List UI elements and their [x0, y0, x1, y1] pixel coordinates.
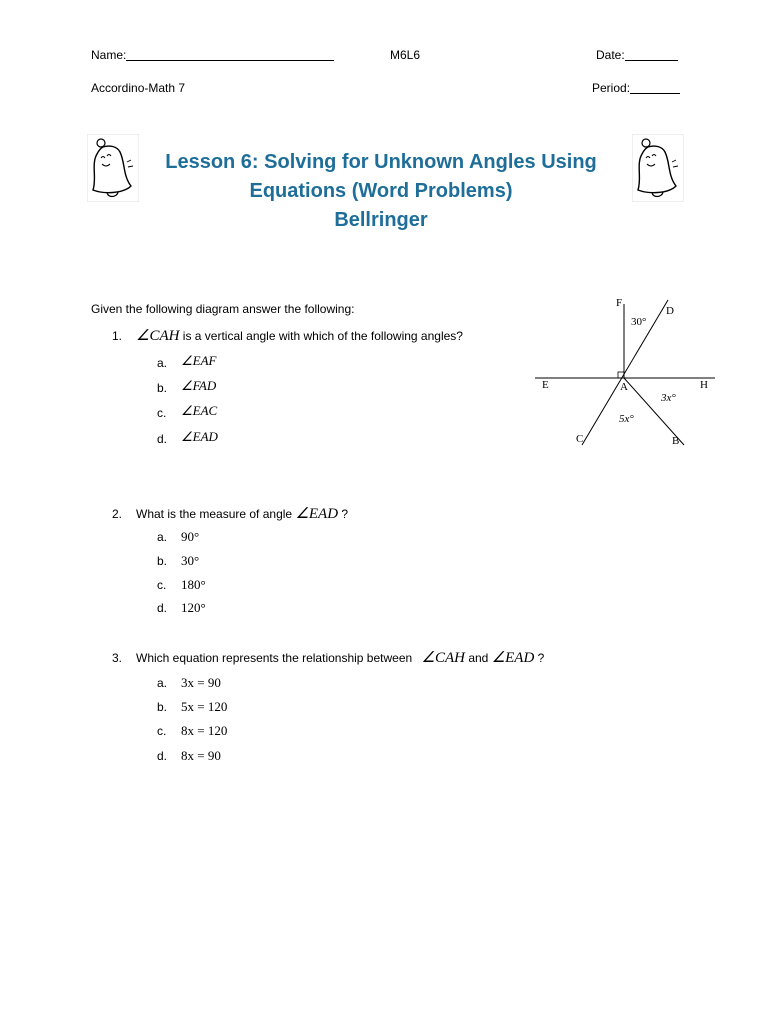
q1-option-c-letter: c. [157, 406, 167, 420]
angle-diagram [530, 290, 720, 455]
q3-option-b: 5x = 120 [181, 699, 228, 714]
page-title [150, 148, 612, 235]
q2-option-d-letter: d. [157, 601, 168, 615]
date-blank[interactable] [625, 60, 678, 61]
label-B: B [672, 435, 680, 447]
q3-number: 3. [112, 651, 123, 665]
q3-option-a: 3x = 90 [181, 675, 221, 690]
q2-suffix: ? [341, 507, 349, 521]
q3-text [136, 648, 544, 667]
q3-option-d-letter: d. [157, 749, 168, 763]
angle-30-label: 30° [631, 316, 647, 328]
q1-option-a-letter: a. [157, 356, 168, 370]
q2-option-a-letter: a. [157, 530, 168, 544]
title-line-1: Lesson 6: Solving for Unknown Angles Using [165, 151, 597, 173]
class-label: Accordino-Math 7 [91, 81, 186, 95]
bell-icon [87, 134, 139, 202]
label-F: F [616, 297, 623, 309]
q3-option-b-letter: b. [157, 700, 168, 714]
name-blank[interactable] [126, 60, 334, 61]
q2-prompt: What is the measure of angle [136, 507, 293, 521]
q1-option-c: ∠EAC [181, 403, 218, 418]
q2-option-b-letter: b. [157, 554, 168, 568]
q1-option-d: ∠EAD [181, 429, 218, 444]
label-C: C [576, 433, 584, 445]
q3-and: and [468, 651, 489, 665]
q3-prompt: Which equation represents the relationship between [136, 651, 413, 665]
q1-number: 1. [112, 329, 123, 343]
period-field [592, 81, 680, 95]
period-label: Period: [592, 81, 631, 95]
label-A: A [620, 381, 628, 393]
q2-option-a: 90° [181, 529, 200, 544]
q3-option-d: 8x = 90 [181, 748, 221, 763]
q3-angle-2: ∠EAD [491, 650, 535, 666]
q2-angle: ∠EAD [295, 506, 339, 522]
q1-option-b: ∠FAD [181, 378, 217, 393]
q2-option-b: 30° [181, 553, 200, 568]
q2-option-c-letter: c. [157, 578, 167, 592]
q3-option-c: 8x = 120 [181, 723, 228, 738]
name-label: Name: [91, 48, 127, 62]
label-H: H [700, 379, 708, 391]
q2-text [136, 504, 348, 523]
label-E: E [542, 379, 549, 391]
period-blank[interactable] [630, 93, 680, 94]
bell-icon-right [632, 134, 684, 202]
q1-option-b-letter: b. [157, 381, 168, 395]
lesson-code: M6L6 [390, 48, 421, 62]
q3-option-a-letter: a. [157, 676, 168, 690]
title-line-2: Equations (Word Problems) [249, 180, 513, 202]
q1-angle: ∠CAH [136, 328, 180, 344]
intro-text: Given the following diagram answer the following: [91, 302, 355, 316]
q1-option-d-letter: d. [157, 432, 168, 446]
title-line-3: Bellringer [334, 209, 428, 231]
q3-suffix: ? [537, 651, 545, 665]
date-field [596, 48, 678, 62]
angle-5x-label: 5x° [619, 413, 634, 425]
q3-option-c-letter: c. [157, 724, 167, 738]
q3-angle-1: ∠CAH [421, 650, 465, 666]
q1-text [136, 326, 463, 345]
q1-prompt: is a vertical angle with which of the following angles? [182, 329, 463, 343]
q2-number: 2. [112, 507, 123, 521]
date-label: Date: [596, 48, 625, 62]
q2-option-c: 180° [181, 577, 206, 592]
angle-3x-label: 3x° [661, 392, 676, 404]
name-field [91, 48, 334, 62]
label-D: D [666, 305, 674, 317]
q2-option-d: 120° [181, 600, 206, 615]
q1-option-a: ∠EAF [181, 353, 217, 368]
